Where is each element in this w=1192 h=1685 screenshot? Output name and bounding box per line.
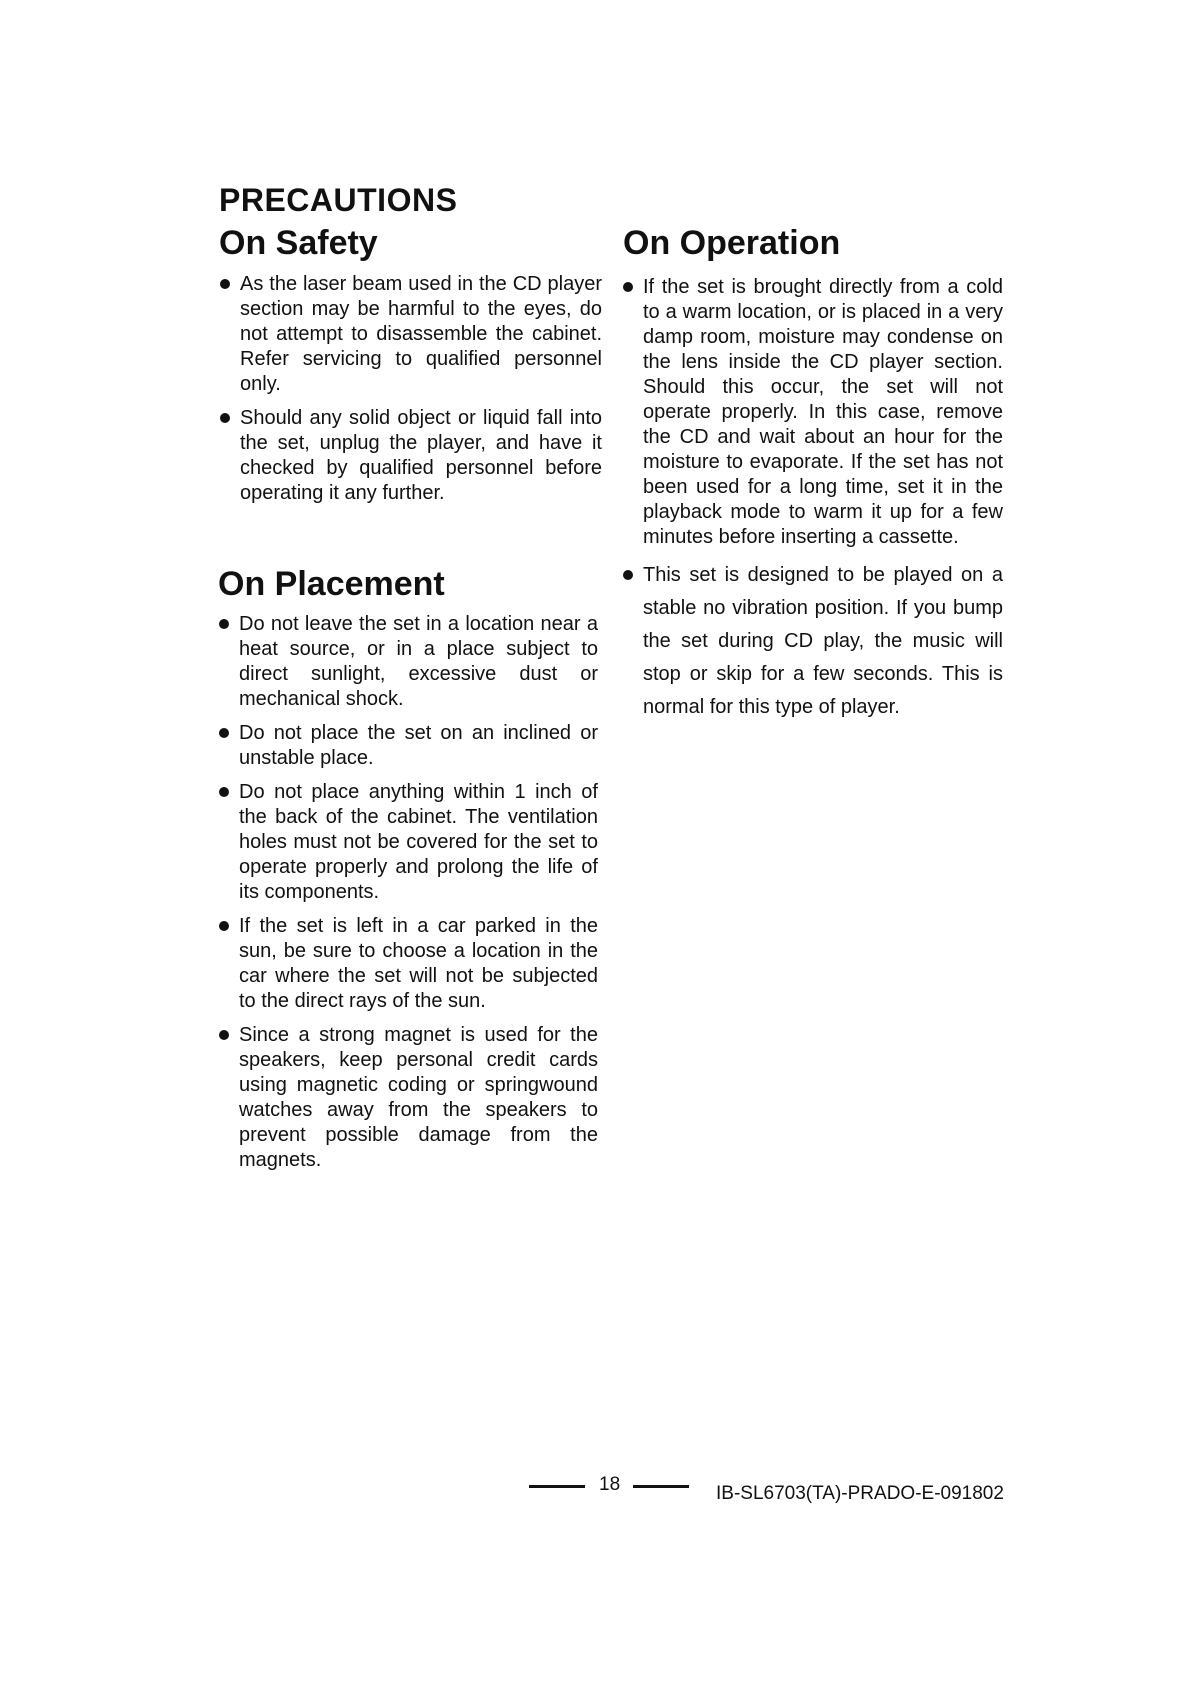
safety-item: As the laser beam used in the CD player section may be harmful to the eyes, do not attempt to disassemble the cabinet. Refer servicing to qualified personnel only. [219, 272, 602, 397]
bullet-icon [219, 1030, 229, 1040]
placement-item: Since a strong magnet is used for the speakers, keep personal credit cards using magnetic coding or springwound watches away from the speakers to prevent possible damage from the magnets. [218, 1023, 598, 1173]
footer-rule-right [633, 1485, 689, 1488]
page-title: PRECAUTIONS [219, 182, 458, 218]
operation-item: This set is designed to be played on a stable no vibration position. If you bump the set during CD play, the music will stop or skip for a few seconds. This is normal for this type of player. [622, 559, 1003, 724]
bullet-icon [219, 787, 229, 797]
bullet-icon [220, 279, 230, 289]
heading-on-operation: On Operation [623, 224, 841, 262]
heading-on-placement: On Placement [218, 565, 445, 603]
operation-list [622, 275, 1003, 733]
placement-item: Do not place anything within 1 inch of the back of the cabinet. The ventilation holes must not be covered for the set to operate properly and prolong the life of its components. [218, 780, 598, 905]
bullet-icon [219, 619, 229, 629]
safety-item: Should any solid object or liquid fall into the set, unplug the player, and have it checked by qualified personnel before operating it any further. [219, 406, 602, 506]
bullet-icon [623, 570, 633, 580]
heading-on-safety: On Safety [219, 224, 378, 262]
operation-item: If the set is brought directly from a cold to a warm location, or is placed in a very damp room, moisture may condense on the lens inside the CD player section. Should this occur, the set will not operate properly. In this case, remove the CD and wait about an hour for the moisture to evaporate. If the set has not been used for a long time, set it in the playback mode to warm it up for a few minutes before inserting a cassette. [622, 275, 1003, 550]
placement-item: If the set is left in a car parked in the sun, be sure to choose a location in the car where the set will not be subjected to the direct rays of the sun. [218, 914, 598, 1014]
placement-item: Do not place the set on an inclined or unstable place. [218, 721, 598, 771]
placement-list [218, 612, 598, 1182]
page-number: 18 [599, 1474, 621, 1495]
bullet-icon [623, 282, 633, 292]
footer-rule-left [529, 1485, 585, 1488]
safety-list [219, 272, 602, 515]
placement-item: Do not leave the set in a location near a heat source, or in a place subject to direct sunlight, excessive dust or mechanical shock. [218, 612, 598, 712]
document-code: IB-SL6703(TA)-PRADO-E-091802 [716, 1483, 1004, 1504]
bullet-icon [219, 921, 229, 931]
bullet-icon [219, 728, 229, 738]
bullet-icon [220, 413, 230, 423]
